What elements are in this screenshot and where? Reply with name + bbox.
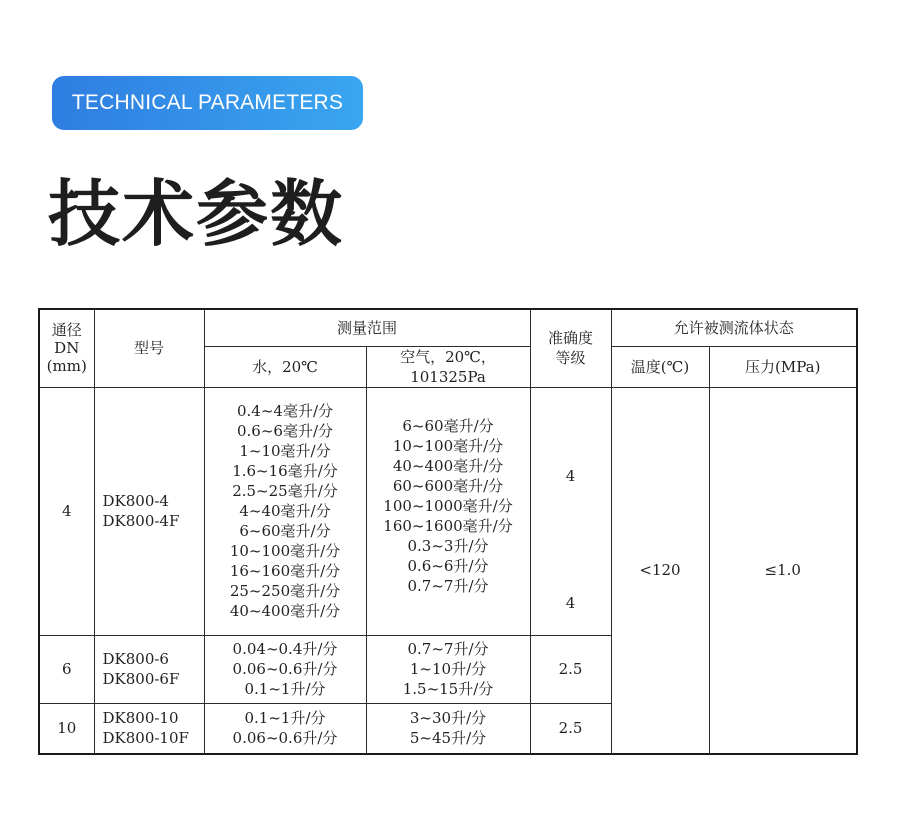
air-range-cell — [366, 387, 530, 635]
range-item: 5~45升/分 — [409, 729, 487, 748]
accuracy-cell: 2.5 — [530, 635, 611, 703]
header-row-1 — [39, 309, 857, 346]
dn-cell: 10 — [39, 703, 94, 754]
model-item: DK800-4 — [102, 492, 169, 510]
section-badge: TECHNICAL PARAMETERS — [52, 76, 363, 130]
model-cell — [94, 703, 204, 754]
range-item: 1~10升/分 — [409, 660, 487, 678]
header-dn-line1: 通径 — [51, 321, 82, 340]
temperature-cell: <120 — [611, 387, 709, 754]
accuracy-cell — [530, 387, 611, 635]
water-range-cell — [204, 635, 366, 703]
range-item: 0.1~1升/分 — [244, 709, 326, 728]
range-item: 10~100毫升/分 — [392, 436, 504, 455]
range-item: 3~30升/分 — [409, 709, 487, 728]
range-item: 0.6~6升/分 — [407, 556, 489, 575]
header-fluid-state: 允许被测流体状态 — [611, 309, 857, 346]
header-dn-line2: DN — [54, 339, 80, 358]
header-pressure: 压力(MPa) — [709, 346, 857, 387]
parameters-table-container — [38, 308, 856, 748]
pressure-cell: ≤1.0 — [709, 387, 857, 754]
range-item: 100~1000毫升/分 — [383, 496, 513, 515]
range-item: 60~600毫升/分 — [392, 476, 504, 495]
range-item: 1~10毫升/分 — [239, 442, 331, 460]
model-item: DK800-6F — [102, 670, 180, 688]
header-dn-line3: (mm) — [46, 357, 87, 376]
page-title: 技术参数 — [48, 172, 345, 256]
range-item: 6~60毫升/分 — [239, 522, 331, 540]
range-item: 160~1600毫升/分 — [383, 516, 513, 535]
range-item: 0.04~0.4升/分 — [232, 640, 338, 658]
dn-cell: 6 — [39, 635, 94, 703]
range-item: 40~400毫升/分 — [229, 602, 341, 620]
model-item: DK800-6 — [102, 650, 169, 668]
dn-cell: 4 — [39, 387, 94, 635]
header-accuracy — [530, 309, 611, 387]
header-accuracy-line2: 等级 — [555, 349, 586, 368]
range-item: 25~250毫升/分 — [229, 582, 341, 600]
range-item: 0.7~7升/分 — [407, 576, 489, 595]
air-range-cell — [366, 635, 530, 703]
accuracy-bottom: 4 — [565, 593, 576, 612]
header-model: 型号 — [94, 309, 204, 387]
accuracy-top: 4 — [565, 466, 576, 485]
parameters-table — [38, 308, 858, 755]
header-range: 测量范围 — [204, 309, 530, 346]
model-cell — [94, 387, 204, 635]
range-item: 1.5~15升/分 — [402, 680, 494, 698]
range-item: 0.6~6毫升/分 — [236, 422, 334, 440]
range-item: 1.6~16毫升/分 — [232, 462, 338, 480]
water-range-cell — [204, 703, 366, 754]
range-item: 0.4~4毫升/分 — [236, 402, 334, 420]
water-range-cell — [204, 387, 366, 635]
range-item: 0.3~3升/分 — [407, 536, 489, 555]
model-item: DK800-4F — [102, 512, 180, 530]
header-water: 水，20℃ — [204, 346, 366, 387]
header-dn — [39, 309, 94, 387]
model-item: DK800-10 — [102, 709, 179, 728]
range-item: 2.5~25毫升/分 — [232, 482, 338, 500]
header-air: 空气，20℃，101325Pa — [366, 346, 530, 387]
table-row-dn4 — [39, 387, 857, 635]
range-item: 0.7~7升/分 — [407, 640, 489, 658]
range-item: 16~160毫升/分 — [229, 562, 341, 580]
accuracy-cell: 2.5 — [530, 703, 611, 754]
range-item: 0.1~1升/分 — [244, 680, 326, 698]
model-item: DK800-10F — [102, 729, 189, 748]
range-item: 6~60毫升/分 — [402, 416, 494, 435]
range-item: 10~100毫升/分 — [229, 542, 341, 560]
header-accuracy-line1: 准确度 — [548, 329, 594, 348]
header-temperature: 温度(℃) — [611, 346, 709, 387]
range-item: 4~40毫升/分 — [239, 502, 331, 520]
air-range-cell — [366, 703, 530, 754]
model-cell — [94, 635, 204, 703]
range-item: 40~400毫升/分 — [392, 456, 504, 475]
range-item: 0.06~0.6升/分 — [232, 660, 338, 678]
range-item: 0.06~0.6升/分 — [232, 729, 338, 748]
